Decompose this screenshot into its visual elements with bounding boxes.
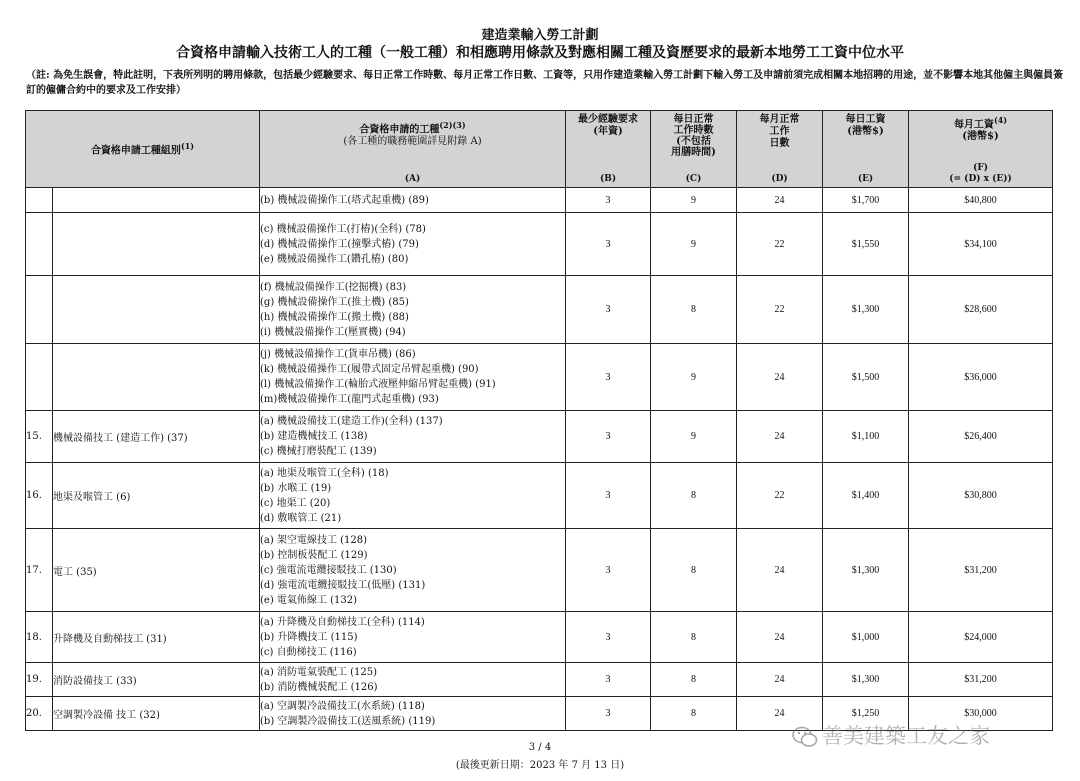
group-name: 機械設備技工 (建造工作) (37)	[53, 411, 260, 463]
header-daily-wage: 每日工資 (港幣$) (E)	[823, 111, 909, 188]
group-index	[26, 344, 53, 411]
daily-hours: 8	[651, 463, 737, 529]
monthly-days: 22	[737, 463, 823, 529]
experience-years: 3	[566, 529, 651, 612]
table-row	[26, 529, 1053, 612]
group-index	[26, 276, 53, 344]
daily-wage: $1,300	[823, 276, 909, 344]
monthly-wage: $36,000	[909, 344, 1053, 411]
group-index: 17.	[26, 529, 53, 612]
experience-years: 3	[566, 411, 651, 463]
monthly-wage: $30,000	[909, 697, 1053, 731]
daily-hours: 8	[651, 276, 737, 344]
monthly-days: 24	[737, 697, 823, 731]
trade-item: (m)機械設備操作工(龍門式起重機) (93)	[260, 394, 439, 405]
experience-years: 3	[566, 213, 651, 276]
daily-hours: 9	[651, 213, 737, 276]
daily-wage: $1,300	[823, 529, 909, 612]
trade-list	[260, 612, 566, 663]
experience-years: 3	[566, 663, 651, 697]
daily-wage: $1,300	[823, 663, 909, 697]
daily-hours: 8	[651, 663, 737, 697]
daily-hours: 9	[651, 344, 737, 411]
watermark	[792, 720, 990, 750]
trade-list	[260, 344, 566, 411]
monthly-days: 24	[737, 188, 823, 213]
trade-item: (f) 機械設備操作工(挖掘機) (83)	[260, 281, 407, 293]
trade-item: (b) 控制板裝配工 (129)	[260, 549, 368, 561]
header-experience: 最少經驗要求 (年資) (B)	[566, 111, 651, 188]
trade-list	[260, 697, 566, 731]
group-name	[53, 344, 260, 411]
monthly-days: 24	[737, 663, 823, 697]
daily-hours: 8	[651, 697, 737, 731]
daily-wage: $1,250	[823, 697, 909, 731]
daily-hours: 8	[651, 529, 737, 612]
daily-wage: $1,700	[823, 188, 909, 213]
daily-hours: 9	[651, 188, 737, 213]
disclaimer-note: （註: 為免生誤會，特此註明，下表所列明的聘用條款，包括最少經驗要求、每日正常工作時數、每月正常工作日數、工資等，只用作建造業輸入勞工計劃下輸入勞工及申請前須完成相關本地招聘的用途，並不影響本地其他僱主與僱員簽訂的僱傭合約中的要求及工作安排）	[26, 70, 1064, 96]
monthly-days: 22	[737, 213, 823, 276]
table-row	[26, 663, 1053, 697]
trade-list	[260, 463, 566, 529]
trade-item: (b) 建造機械技工 (138)	[260, 431, 368, 442]
trade-item: (a) 架空電線技工 (128)	[260, 534, 368, 546]
trade-item: (h) 機械設備操作工(搬土機) (88)	[260, 311, 409, 323]
group-name: 消防設備技工 (33)	[53, 663, 260, 697]
monthly-wage: $40,800	[909, 188, 1053, 213]
trade-item: (j) 機械設備操作工(貨車吊機) (86)	[260, 349, 416, 360]
trade-item: (b) 機械設備操作工(塔式起重機) (89)	[260, 194, 429, 206]
header-monthly-wage: 每月工資$^{(4)}$ (港幣$) (F) (= (D) x (E))	[909, 111, 1053, 188]
group-name: 空調製冷設備 技工 (32)	[53, 697, 260, 731]
trade-item: (d) 機械設備操作工(撞擊式樁) (79)	[260, 238, 419, 250]
group-name: 地渠及喉管工 (6)	[53, 463, 260, 529]
monthly-days: 24	[737, 529, 823, 612]
table-row	[26, 344, 1053, 411]
table-row	[26, 463, 1053, 529]
trade-item: (d) 敷喉管工 (21)	[260, 512, 342, 524]
monthly-wage: $24,000	[909, 612, 1053, 663]
group-index: 20.	[26, 697, 53, 731]
experience-years: 3	[566, 276, 651, 344]
header-group: 合資格申請工種組別$^{(1)}$	[26, 111, 260, 188]
monthly-wage: $31,200	[909, 663, 1053, 697]
group-name	[53, 188, 260, 213]
wechat-icon	[792, 726, 818, 748]
trade-list	[260, 276, 566, 344]
trade-item: (a) 機械設備技工(建造工作)(全科) (137)	[260, 416, 443, 427]
experience-years: 3	[566, 344, 651, 411]
experience-years: 3	[566, 188, 651, 213]
trade-item: (l) 機械設備操作工(輪胎式液壓伸縮吊臂起重機) (91)	[260, 379, 496, 390]
header-days: 每月正常 工作 日數 (D)	[737, 111, 823, 188]
group-name	[53, 276, 260, 344]
experience-years: 3	[566, 463, 651, 529]
table-body	[26, 188, 1053, 731]
monthly-days: 24	[737, 411, 823, 463]
wage-table	[25, 110, 1053, 731]
monthly-days: 22	[737, 276, 823, 344]
trade-item: (b) 空調製冷設備技工(送風系統) (119)	[260, 715, 436, 727]
table-row	[26, 213, 1053, 276]
trade-item: (b) 消防機械裝配工 (126)	[260, 681, 378, 693]
daily-hours: 9	[651, 411, 737, 463]
monthly-wage: $30,800	[909, 463, 1053, 529]
trade-item: (c) 機械打磨裝配工 (139)	[260, 446, 377, 457]
last-updated: (最後更新日期：2023 年 7 月 13 日)	[455, 760, 625, 771]
monthly-wage: $34,100	[909, 213, 1053, 276]
trade-item: (d) 強電流電纜接駁技工(低壓) (131)	[260, 579, 426, 591]
group-index: 18.	[26, 612, 53, 663]
trade-list	[260, 213, 566, 276]
table-row	[26, 188, 1053, 213]
trade-item: (a) 空調製冷設備技工(水系統) (118)	[260, 700, 425, 712]
group-index: 16.	[26, 463, 53, 529]
trade-list	[260, 411, 566, 463]
page-number: 3 / 4	[528, 742, 552, 753]
group-name: 電工 (35)	[53, 529, 260, 612]
header-hours: 每日正常 工作時數 (不包括 用膳時間) (C)	[651, 111, 737, 188]
group-index: 15.	[26, 411, 53, 463]
trade-list	[260, 663, 566, 697]
monthly-days: 24	[737, 612, 823, 663]
daily-wage: $1,550	[823, 213, 909, 276]
group-index	[26, 188, 53, 213]
monthly-wage: $31,200	[909, 529, 1053, 612]
group-name	[53, 213, 260, 276]
header-trade: 合資格申請的工種$^{(2)(3)}$ (各工種的職務範圍詳見附錄 A) (A)	[260, 111, 566, 188]
watermark-text: 善美建築工友之家	[822, 724, 990, 748]
trade-item: (b) 升降機技工 (115)	[260, 631, 358, 643]
document-title: 建造業輸入勞工計劃	[481, 28, 599, 43]
trade-item: (a) 升降機及自動梯技工(全科) (114)	[260, 616, 425, 628]
group-index	[26, 213, 53, 276]
daily-wage: $1,500	[823, 344, 909, 411]
trade-item: (c) 強電流電纜接駁技工 (130)	[260, 564, 397, 576]
trade-item: (e) 機械設備操作工(鑽孔樁) (80)	[260, 253, 409, 265]
table-row	[26, 276, 1053, 344]
trade-list	[260, 529, 566, 612]
daily-wage: $1,000	[823, 612, 909, 663]
trade-item: (c) 地渠工 (20)	[260, 497, 331, 509]
trade-item: (g) 機械設備操作工(推土機) (85)	[260, 296, 409, 308]
experience-years: 3	[566, 612, 651, 663]
table-row	[26, 411, 1053, 463]
monthly-days: 24	[737, 344, 823, 411]
daily-hours: 8	[651, 612, 737, 663]
trade-item: (c) 機械設備操作工(打樁)(全科) (78)	[260, 223, 426, 235]
monthly-wage: $28,600	[909, 276, 1053, 344]
experience-years: 3	[566, 697, 651, 731]
trade-item: (a) 消防電氣裝配工 (125)	[260, 666, 378, 678]
daily-wage: $1,400	[823, 463, 909, 529]
trade-item: (c) 自動梯技工 (116)	[260, 646, 357, 658]
group-index: 19.	[26, 663, 53, 697]
trade-item: (b) 水喉工 (19)	[260, 482, 332, 494]
table-header-row	[26, 111, 1053, 188]
table-row	[26, 612, 1053, 663]
daily-wage: $1,100	[823, 411, 909, 463]
document-subtitle: 合資格申請輸入技術工人的工種（一般工種）和相應聘用條款及對應相關工種及資歷要求的最新本地勞工工資中位水平	[176, 45, 904, 61]
trade-item: (e) 電氣佈線工 (132)	[260, 594, 357, 606]
trade-item: (a) 地渠及喉管工(全科) (18)	[260, 467, 389, 479]
trade-item: (i) 機械設備操作工(壓實機) (94)	[260, 326, 406, 338]
group-name: 升降機及自動梯技工 (31)	[53, 612, 260, 663]
trade-list	[260, 188, 566, 213]
trade-item: (k) 機械設備操作工(履帶式固定吊臂起重機) (90)	[260, 364, 479, 375]
monthly-wage: $26,400	[909, 411, 1053, 463]
